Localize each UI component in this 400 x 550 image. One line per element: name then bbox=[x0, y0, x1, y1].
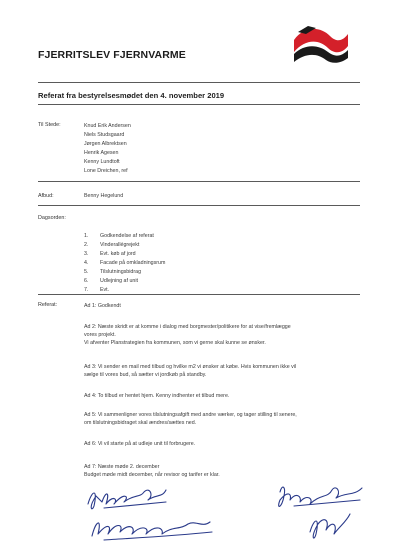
attendee-name: Knud Erik Andersen bbox=[84, 123, 131, 129]
agenda-item bbox=[84, 277, 165, 286]
divider bbox=[38, 82, 360, 83]
agenda-item-text: Evt. bbox=[100, 287, 110, 293]
minutes-line: vores projekt. bbox=[84, 332, 116, 338]
agenda-item-text: Evt. køb af jord bbox=[100, 251, 136, 257]
agenda-item-number: 7. bbox=[84, 287, 89, 293]
minutes-line: Ad 7: Næste møde 2. december bbox=[84, 464, 160, 470]
agenda-item-number: 3. bbox=[84, 251, 89, 257]
agenda-item-text: Vinderallégrejekt bbox=[100, 242, 140, 248]
agenda-label: Dagsorden: bbox=[38, 215, 66, 221]
agenda-item-number: 6. bbox=[84, 278, 89, 284]
agenda-item-text: Udlejning af unit bbox=[100, 278, 138, 284]
minutes-line: Budget møde midt december, når revisor og tarifer er klar. bbox=[84, 472, 220, 478]
agenda-item bbox=[84, 232, 165, 241]
minutes-ad6 bbox=[84, 440, 354, 448]
minutes-line: sælge til vores bud, så sætter vi jordkøb på standby. bbox=[84, 372, 207, 378]
divider bbox=[38, 294, 360, 295]
minutes-ad4 bbox=[84, 392, 354, 400]
agenda-item-number: 2. bbox=[84, 242, 89, 248]
agenda-item-number: 1. bbox=[84, 233, 89, 239]
attendee-name: Kenny Lundtoft bbox=[84, 159, 120, 165]
absent-name: Benny Hegelund bbox=[84, 193, 124, 199]
agenda-item-text: Facade på omkladningsrum bbox=[100, 260, 166, 266]
document-title: Referat fra bestyrelsesmødet den 4. november 2019 bbox=[38, 91, 225, 100]
attendee-name: Niels Studsgaard bbox=[84, 132, 125, 138]
minutes-line: Ad 5: Vi sammenligner vores tilslutningsafgift med andre værker, og tager stilling til senere, bbox=[84, 412, 297, 418]
minutes-line: Ad 6: Vi vil starte på at udleje unit til forbrugere. bbox=[84, 441, 196, 447]
agenda-list bbox=[84, 232, 165, 295]
agenda-item bbox=[84, 250, 165, 259]
attendee-name: Henrik Agesen bbox=[84, 150, 119, 156]
attendee-name: Jørgen Albrektsen bbox=[84, 141, 127, 147]
minutes-line: Ad 1: Godkendt bbox=[84, 303, 121, 309]
minutes-ad2 bbox=[84, 323, 354, 347]
agenda-item-number: 4. bbox=[84, 260, 89, 266]
minutes-line: Ad 3: Vi sender en mail med tilbud og hvilke m2 vi ønsker at købe. Hvis kommunen ikke vil bbox=[84, 364, 297, 370]
attendees-list bbox=[84, 122, 131, 176]
agenda-item-text: Godkendelse af referat bbox=[100, 233, 154, 239]
agenda-item-text: Tilslutningsbidrag bbox=[100, 269, 142, 275]
absent-label: Afbud: bbox=[38, 193, 54, 199]
minutes-ad7 bbox=[84, 463, 354, 479]
minutes-ad5 bbox=[84, 411, 354, 427]
attendees-label: Til Stede: bbox=[38, 122, 61, 128]
handwritten-signatures bbox=[84, 478, 374, 546]
minutes-line: Ad 2: Næste skridt er at komme i dialog med borgmester/politikere for at vise/fremlægge bbox=[84, 324, 291, 330]
fjerritslev-fjernvarme-logo bbox=[290, 22, 352, 66]
minutes-label: Referat: bbox=[38, 302, 58, 308]
minutes-ad1 bbox=[84, 302, 354, 310]
agenda-item bbox=[84, 268, 165, 277]
divider bbox=[38, 181, 360, 182]
minutes-line: Vi afventer Planstrategien fra kommunen, som vi gerne skal kunne se ønsker. bbox=[84, 340, 266, 346]
minutes-line: om tilslutningsbidraget skal ændres/sættes ned. bbox=[84, 420, 197, 426]
agenda-item bbox=[84, 259, 165, 268]
divider bbox=[38, 104, 360, 105]
agenda-item bbox=[84, 241, 165, 250]
attendee-name: Lone Dreichen, ref bbox=[84, 168, 128, 174]
organization-name: FJERRITSLEV FJERNVARME bbox=[38, 49, 186, 61]
divider bbox=[38, 205, 360, 206]
minutes-line: Ad 4: To tilbud er hentet hjem. Kenny indhenter et tilbud mere. bbox=[84, 393, 230, 399]
minutes-ad3 bbox=[84, 363, 354, 379]
agenda-item-number: 5. bbox=[84, 269, 89, 275]
